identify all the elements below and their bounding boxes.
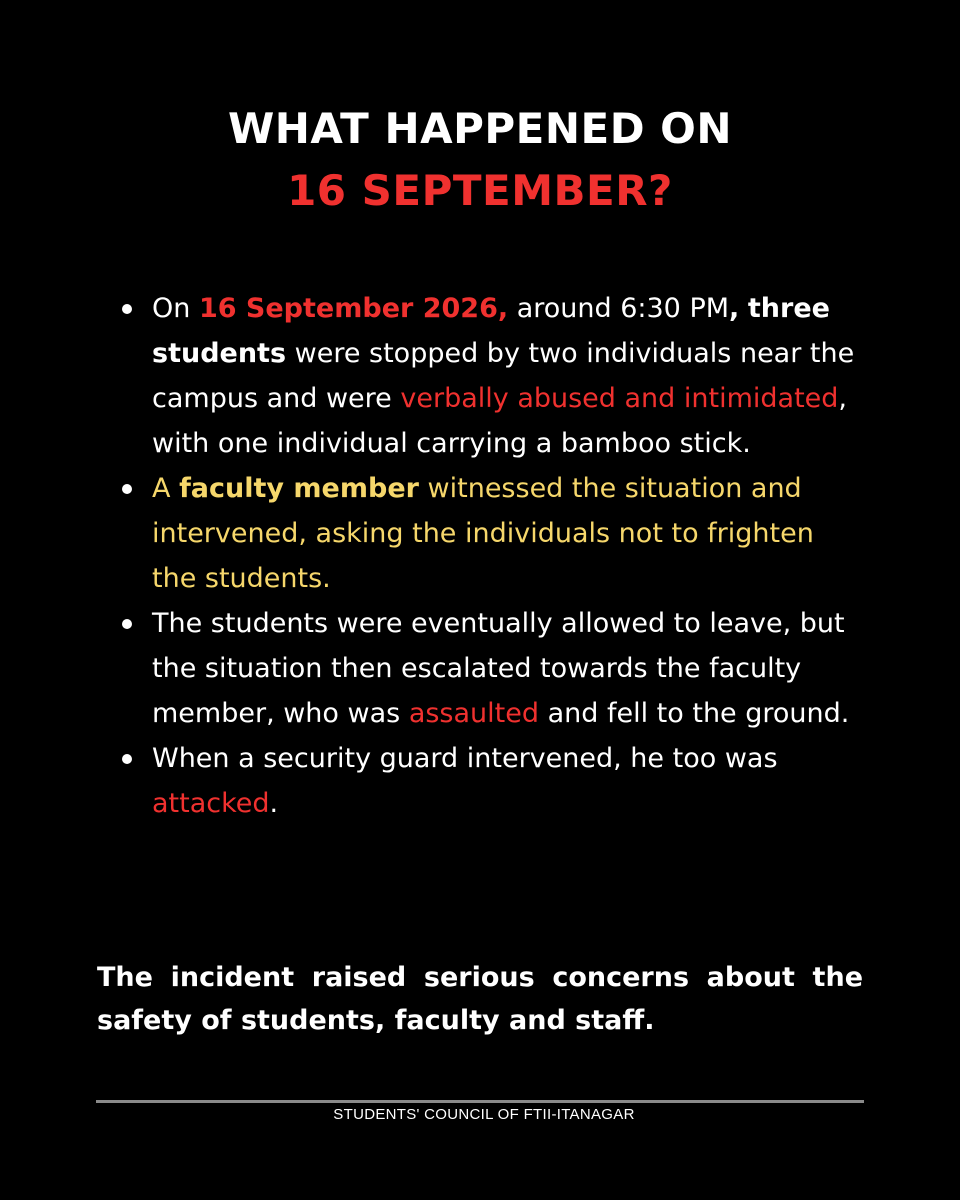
bullet-4-text-2: .: [269, 788, 279, 819]
bullet-1-highlight: verbally abused and intimidated: [400, 383, 839, 414]
bullet-dot-icon: [122, 304, 132, 314]
bullet-item-4: [116, 736, 856, 826]
bullet-item-3: [116, 601, 856, 736]
page-title: [0, 98, 960, 222]
bullet-3-highlight: assaulted: [408, 698, 539, 729]
event-bullet-list: [116, 286, 856, 826]
bullet-item-2: [116, 466, 856, 601]
bullet-3-text-1: The students were eventually allowed to leave, but the situation then escalated towards the faculty member, who was: [152, 608, 845, 729]
conclusion-statement: The incident raised serious concerns about the safety of students, faculty and staff.: [97, 962, 863, 1036]
bullet-1-comma: ,: [729, 293, 740, 324]
title-line-2-date: 16 SEPTEMBER?: [287, 166, 673, 215]
bullet-dot-icon: [122, 754, 132, 764]
bullet-2-subject: faculty member: [179, 473, 419, 504]
bullet-2-intro: A: [152, 473, 180, 504]
bullet-1-date: 16 September 2026,: [198, 293, 509, 324]
title-line-1: WHAT HAPPENED ON: [227, 104, 733, 153]
bullet-dot-icon: [122, 484, 132, 494]
footer-credit: STUDENTS' COUNCIL OF FTII-ITANAGAR: [333, 1106, 635, 1123]
bullet-item-1: [116, 286, 856, 466]
bullet-1-time: around 6:30 PM: [508, 293, 730, 324]
bullet-1-text-2: , with one individual carrying a bamboo stick.: [152, 383, 848, 459]
bullet-1-text-1: were stopped by two individuals near the campus and were: [152, 338, 855, 414]
bullet-2-text: witnessed the situation and intervened, asking the individuals not to frighten the students.: [152, 473, 814, 594]
bullet-dot-icon: [122, 619, 132, 629]
footer-divider: [96, 1100, 864, 1103]
bullet-1-subject: three students: [152, 293, 830, 369]
bullet-3-text-2: and fell to the ground.: [539, 698, 850, 729]
bullet-4-text-1: When a security guard intervened, he too was: [152, 743, 778, 774]
bullet-4-highlight: attacked: [152, 788, 270, 819]
bullet-1-intro: On: [152, 293, 199, 324]
